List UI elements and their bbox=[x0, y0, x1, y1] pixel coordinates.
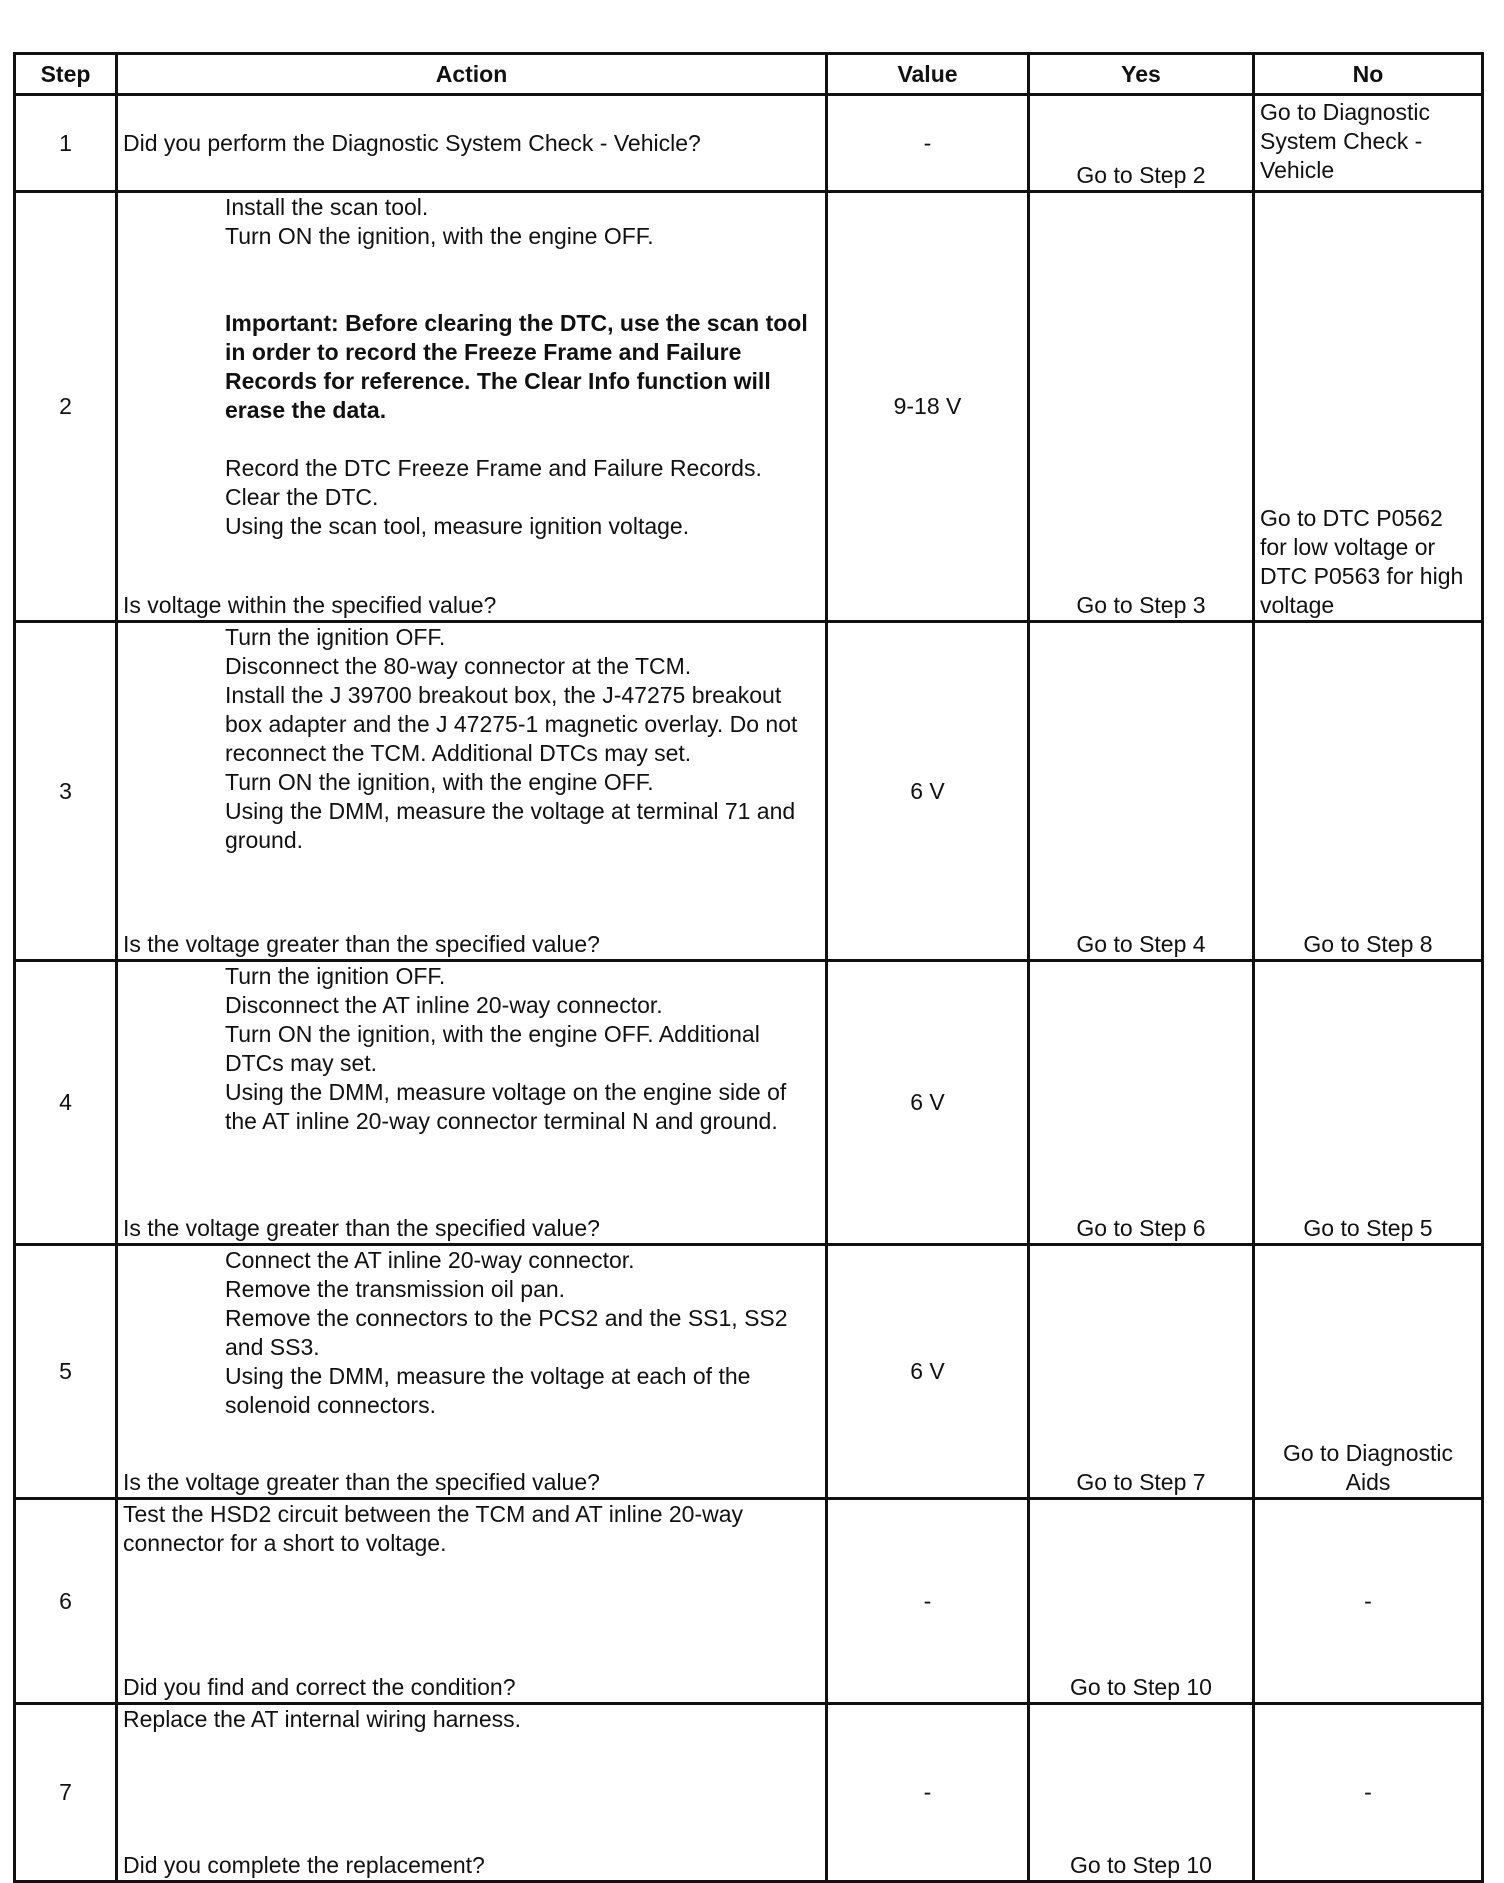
table-row bbox=[15, 95, 1483, 192]
value-cell: - bbox=[827, 95, 1029, 192]
yes-cell: Go to Step 6 bbox=[1029, 961, 1254, 1245]
action-line: Using the DMM, measure the voltage at terminal 71 and ground. bbox=[225, 798, 796, 853]
table-row bbox=[15, 192, 1483, 622]
action-line: Using the DMM, measure the voltage at each of the solenoid connectors. bbox=[225, 1363, 751, 1418]
action-cell bbox=[117, 961, 827, 1245]
action-line: Record the DTC Freeze Frame and Failure Records. bbox=[225, 455, 762, 481]
important-note: Important: Before clearing the DTC, use the scan tool in order to record the Freeze Frame and Failure Records for reference. The Clear Info function will erase the data. bbox=[225, 310, 808, 423]
value-cell: 6 V bbox=[827, 622, 1029, 961]
step-number: 6 bbox=[15, 1499, 117, 1704]
yes-cell: Go to Step 7 bbox=[1029, 1245, 1254, 1499]
action-line: Turn ON the ignition, with the engine OFF. Additional DTCs may set. bbox=[225, 1021, 760, 1076]
action-line: Clear the DTC. bbox=[225, 484, 379, 510]
table-row bbox=[15, 1704, 1483, 1882]
yes-cell: Go to Step 4 bbox=[1029, 622, 1254, 961]
value-cell: 6 V bbox=[827, 1245, 1029, 1499]
action-question: Is voltage within the specified value? bbox=[123, 592, 497, 618]
value-cell: 9-18 V bbox=[827, 192, 1029, 622]
yes-cell: Go to Step 10 bbox=[1029, 1499, 1254, 1704]
table-row bbox=[15, 1499, 1483, 1704]
header-step: Step bbox=[15, 54, 117, 95]
action-line: Disconnect the AT inline 20-way connector. bbox=[225, 992, 663, 1018]
action-text: Replace the AT internal wiring harness. bbox=[123, 1706, 522, 1732]
action-question: Did you complete the replacement? bbox=[123, 1852, 485, 1878]
action-line: Install the J 39700 breakout box, the J-47275 breakout box adapter and the J 47275-1 magnetic overlay. Do not reconnect the TCM. Additional DTCs may set. bbox=[225, 682, 798, 766]
action-question: Did you perform the Diagnostic System Check - Vehicle? bbox=[123, 129, 701, 156]
step-number: 7 bbox=[15, 1704, 117, 1882]
step-number: 5 bbox=[15, 1245, 117, 1499]
yes-cell: Go to Step 3 bbox=[1029, 192, 1254, 622]
yes-cell: Go to Step 2 bbox=[1029, 95, 1254, 192]
step-number: 3 bbox=[15, 622, 117, 961]
action-question: Is the voltage greater than the specified value? bbox=[123, 1469, 600, 1495]
no-cell: Go to Step 5 bbox=[1254, 961, 1483, 1245]
diagnostic-table bbox=[13, 52, 1484, 1883]
no-cell: Go to Diagnostic System Check - Vehicle bbox=[1254, 95, 1483, 192]
value-cell: 6 V bbox=[827, 961, 1029, 1245]
action-cell bbox=[117, 622, 827, 961]
header-action: Action bbox=[117, 54, 827, 95]
no-cell: Go to Step 8 bbox=[1254, 622, 1483, 961]
action-cell bbox=[117, 1245, 827, 1499]
action-line: Remove the transmission oil pan. bbox=[225, 1276, 566, 1302]
action-line: Using the DMM, measure voltage on the engine side of the AT inline 20-way connector terminal N and ground. bbox=[225, 1079, 787, 1134]
action-question: Did you find and correct the condition? bbox=[123, 1674, 516, 1700]
action-cell bbox=[117, 1499, 827, 1704]
header-value: Value bbox=[827, 54, 1029, 95]
action-cell bbox=[117, 95, 827, 192]
action-question: Is the voltage greater than the specified value? bbox=[123, 1215, 600, 1241]
table-row bbox=[15, 961, 1483, 1245]
action-line: Turn ON the ignition, with the engine OFF. bbox=[225, 223, 654, 249]
value-cell: - bbox=[827, 1499, 1029, 1704]
no-cell: Go to Diagnostic Aids bbox=[1254, 1245, 1483, 1499]
table-row bbox=[15, 622, 1483, 961]
action-cell bbox=[117, 192, 827, 622]
action-cell bbox=[117, 1704, 827, 1882]
action-line: Turn the ignition OFF. bbox=[225, 963, 446, 989]
step-number: 2 bbox=[15, 192, 117, 622]
header-no: No bbox=[1254, 54, 1483, 95]
value-cell: - bbox=[827, 1704, 1029, 1882]
no-cell: - bbox=[1254, 1704, 1483, 1882]
table-row bbox=[15, 1245, 1483, 1499]
action-line: Remove the connectors to the PCS2 and the SS1, SS2 and SS3. bbox=[225, 1305, 788, 1360]
action-text: Test the HSD2 circuit between the TCM and AT inline 20-way connector for a short to voltage. bbox=[123, 1501, 744, 1556]
action-line: Using the scan tool, measure ignition voltage. bbox=[225, 513, 690, 539]
header-row bbox=[15, 54, 1483, 95]
header-yes: Yes bbox=[1029, 54, 1254, 95]
action-line: Connect the AT inline 20-way connector. bbox=[225, 1247, 635, 1273]
yes-cell: Go to Step 10 bbox=[1029, 1704, 1254, 1882]
action-line: Install the scan tool. bbox=[225, 194, 429, 220]
action-line: Turn ON the ignition, with the engine OFF. bbox=[225, 769, 654, 795]
action-line: Disconnect the 80-way connector at the TCM. bbox=[225, 653, 692, 679]
action-question: Is the voltage greater than the specified value? bbox=[123, 931, 600, 957]
no-cell: - bbox=[1254, 1499, 1483, 1704]
action-line: Turn the ignition OFF. bbox=[225, 624, 446, 650]
step-number: 4 bbox=[15, 961, 117, 1245]
no-cell: Go to DTC P0562 for low voltage or DTC P0563 for high voltage bbox=[1254, 192, 1483, 622]
step-number: 1 bbox=[15, 95, 117, 192]
